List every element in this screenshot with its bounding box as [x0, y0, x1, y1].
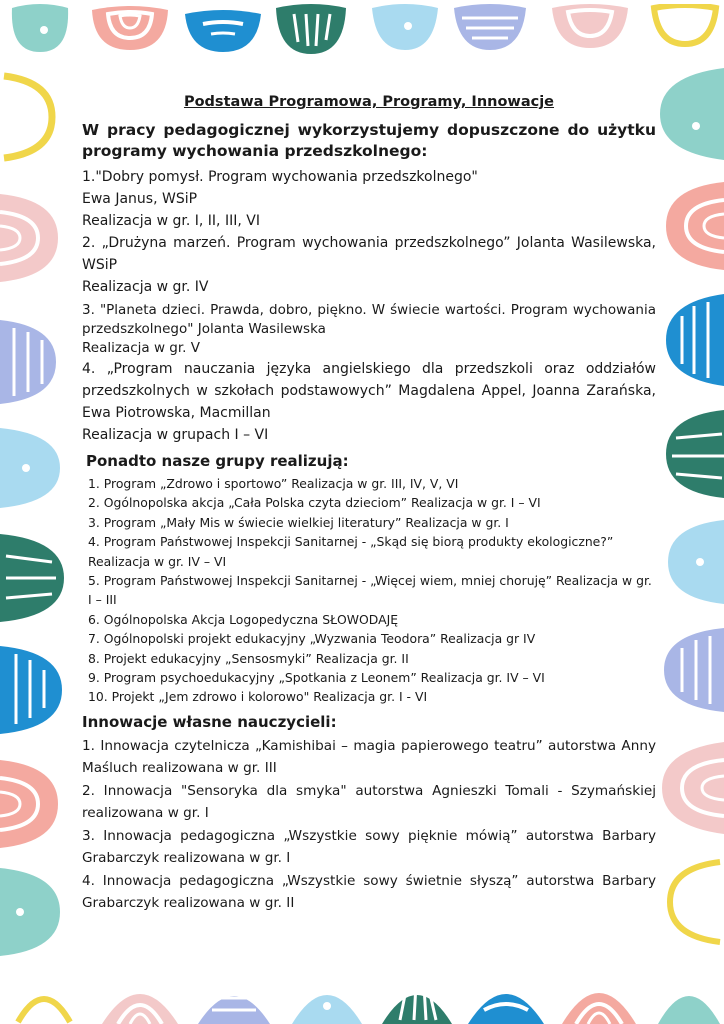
list-item: 5. Program Państwowej Inspekcji Sanitarnej - „Więcej wiem, mniej choruję” Realizacja w gr. I – III [88, 573, 652, 608]
decor-shape-icon [0, 866, 62, 958]
decor-shape-icon [274, 4, 348, 56]
decor-shape-icon [100, 972, 180, 1024]
decor-shape-icon [90, 6, 170, 52]
decor-shape-icon [662, 626, 724, 714]
decor-shape-icon [0, 644, 64, 736]
decor-shape-icon [666, 858, 724, 946]
decor-shape-icon [466, 970, 546, 1024]
decor-shape-icon [14, 978, 74, 1024]
innovations-heading: Innowacje własne nauczycieli: [82, 712, 337, 731]
program-2-realization: Realizacja w gr. IV [82, 279, 209, 295]
decor-shape-icon [666, 518, 724, 606]
list-item: 3. Innowacja pedagogiczna „Wszystkie sowy pięknie mówią” autorstwa Barbary Grabarczyk realizowana w gr. I [82, 827, 656, 867]
program-4-realization: Realizacja w grupach I – VI [82, 427, 269, 443]
groups-list [82, 474, 656, 707]
decor-shape-icon [0, 318, 58, 406]
program-2-title: 2. „Drużyna marzeń. Program wychowania przedszkolnego” Jolanta Wasilewska, WSiP [82, 235, 656, 273]
program-1-title: 1."Dobry pomysł. Program wychowania przedszkolnego" [82, 169, 478, 185]
list-item: 8. Projekt edukacyjny „Sensosmyki” Realizacja gr. II [88, 650, 409, 666]
program-4-title: 4. „Program nauczania języka angielskiego dla przedszkoli oraz oddziałów przedszkolnych w szkołach podstawowych” Magdalena Appel, Joanna Zarańska, Ewa Piotrowska, Macmillan [82, 361, 656, 421]
decor-shape-icon [656, 66, 724, 162]
decor-shape-icon [196, 974, 272, 1024]
program-list [82, 166, 656, 446]
list-item: 3. Program „Mały Mis w świecie wielkiej literatury” Realizacja w gr. I [88, 514, 509, 530]
list-item: 9. Program psychoedukacyjny „Spotkania z Leonem” Realizacja gr. IV – VI [88, 670, 545, 686]
decor-shape-icon [370, 4, 440, 52]
program-3-title: 3. "Planeta dzieci. Prawda, dobro, piękno. W świecie wartości. Program wychowania przedszkolnego" Jolanta Wasilewska [82, 302, 656, 337]
decor-shape-icon [656, 974, 722, 1024]
decor-shape-icon [380, 972, 454, 1024]
decor-shape-icon [0, 532, 66, 624]
list-item: 4. Innowacja pedagogiczna „Wszystkie sowy świetnie słyszą” autorstwa Barbary Grabarczyk realizowana w gr. II [82, 872, 656, 912]
list-item: 10. Projekt „Jem zdrowo i kolorowo" Realizacja gr. I - VI [88, 689, 428, 705]
decor-shape-icon [0, 758, 60, 850]
decor-shape-icon [660, 740, 724, 836]
decor-shape-icon [650, 4, 720, 48]
list-item: 4. Program Państwowej Inspekcji Sanitarnej - „Skąd się biorą produkty ekologiczne?” Realizacja w gr. IV – VI [88, 534, 614, 569]
program-1-author: Ewa Janus, WSiP [82, 191, 198, 207]
groups-heading: Ponadto nasze grupy realizują: [86, 452, 349, 470]
list-item: 7. Ogólnopolski projekt edukacyjny „Wyzwania Teodora” Realizacja gr IV [88, 631, 536, 647]
decor-shape-icon [452, 4, 528, 52]
list-item: 2. Innowacja "Sensoryka dla smyka" autorstwa Agnieszki Tomali - Szymańskiej realizowana w gr. I [82, 782, 656, 822]
decor-shape-icon [0, 426, 62, 510]
list-item: 1. Innowacja czytelnicza „Kamishibai – magia papierowego teatru” autorstwa Anny Maśluch realizowana w gr. III [82, 737, 656, 777]
decor-shape-icon [183, 10, 263, 54]
decor-shape-icon [560, 968, 638, 1024]
decor-shape-icon [664, 180, 724, 272]
decor-shape-icon [0, 190, 62, 286]
intro-heading: W pracy pedagogicznej wykorzystujemy dopuszczone do użytku programy wychowania przedszkolnego: [82, 121, 656, 160]
innovations-list [82, 735, 656, 915]
page-title: Podstawa Programowa, Programy, Innowacje [183, 94, 555, 110]
program-3-realization: Realizacja w gr. V [82, 340, 200, 356]
decor-shape-icon [0, 72, 56, 162]
decor-shape-icon [664, 292, 724, 388]
list-item: 2. Ogólnopolska akcja „Cała Polska czyta dzieciom” Realizacja w gr. I – VI [88, 495, 541, 511]
list-item: 6. Ogólnopolska Akcja Logopedyczna SŁOWODAJĘ [88, 611, 399, 627]
decor-shape-icon [10, 4, 70, 54]
decor-shape-icon [550, 4, 630, 50]
list-item: 1. Program „Zdrowo i sportowo” Realizacja w gr. III, IV, V, VI [88, 476, 459, 491]
decor-shape-icon [290, 972, 364, 1024]
decor-shape-icon [664, 408, 724, 500]
document-body [82, 94, 656, 915]
program-1-realization: Realizacja w gr. I, II, III, VI [82, 213, 260, 229]
